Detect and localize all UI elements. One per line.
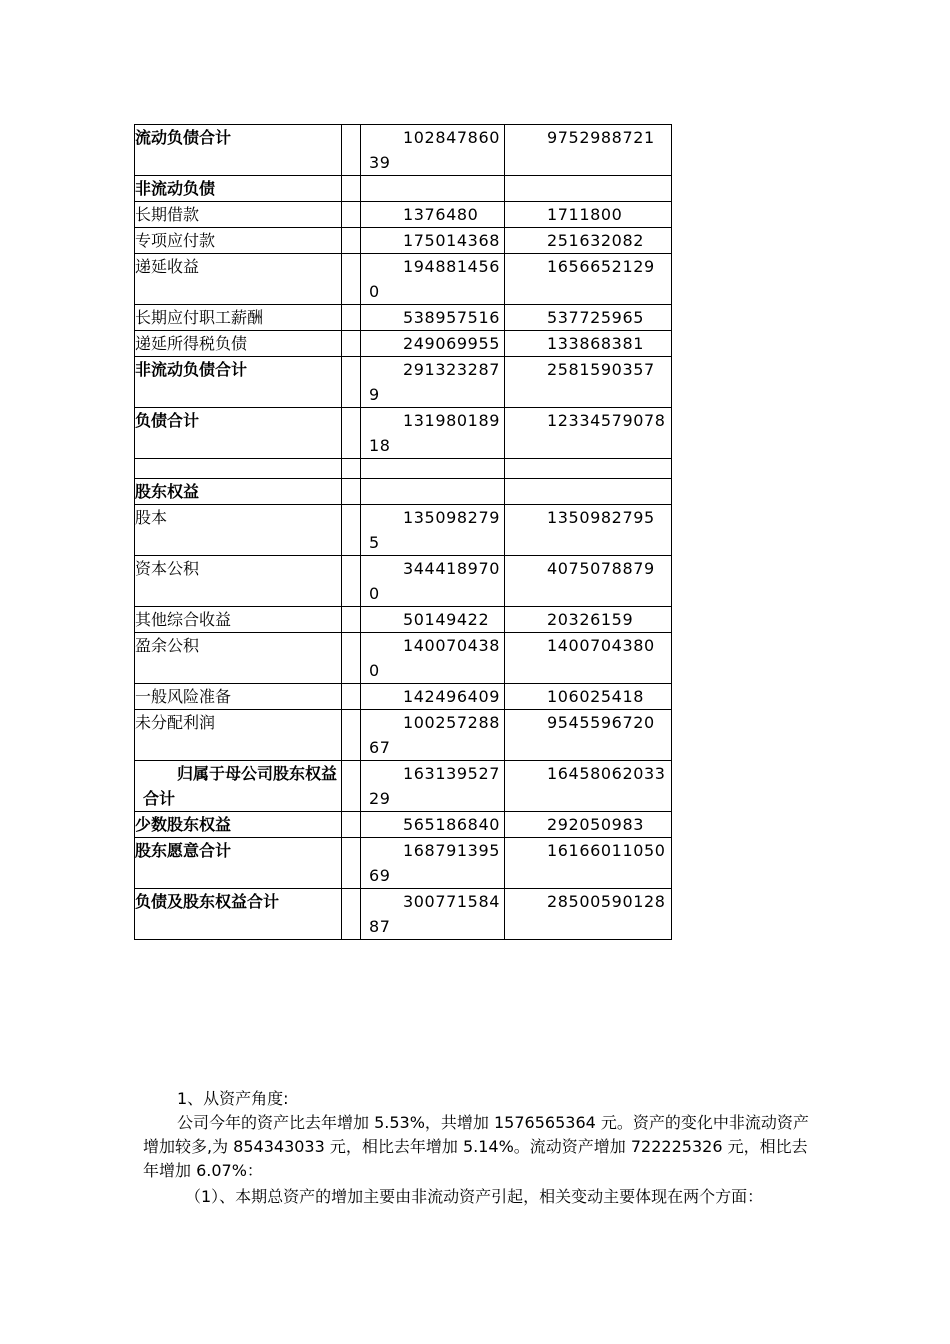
current-year-cell	[361, 202, 505, 228]
current-year-value: 538957516	[403, 308, 501, 327]
prior-year-value: 9545596720	[547, 713, 655, 732]
spacer-cell	[342, 254, 361, 305]
current-year-value: 1376480	[403, 205, 479, 224]
current-year-value: 1400704380	[369, 636, 501, 680]
row-label: 少数股东权益	[135, 812, 342, 838]
prior-year-cell	[505, 838, 672, 889]
current-year-value: 142496409	[403, 687, 501, 706]
prior-year-cell	[505, 459, 672, 479]
current-year-cell	[361, 684, 505, 710]
spacer-cell	[342, 202, 361, 228]
spacer-cell	[342, 228, 361, 254]
table-row	[135, 305, 672, 331]
prior-year-value: 16166011050	[547, 841, 666, 860]
heading-text: 1、从资产角度:	[177, 1089, 289, 1108]
table-row	[135, 761, 672, 812]
prior-year-value: 1350982795	[547, 508, 655, 527]
prior-year-cell	[505, 607, 672, 633]
prior-year-value: 16458062033	[547, 764, 666, 783]
prior-year-cell	[505, 228, 672, 254]
table-row	[135, 684, 672, 710]
row-label: 专项应付款	[135, 228, 342, 254]
prior-year-value: 292050983	[547, 815, 645, 834]
row-label: 递延所得税负债	[135, 331, 342, 357]
table-row	[135, 408, 672, 459]
current-year-cell	[361, 633, 505, 684]
prior-year-cell	[505, 408, 672, 459]
row-label: 归属于母公司股东权益合计	[135, 761, 342, 812]
spacer-cell	[342, 556, 361, 607]
current-year-value: 249069955	[403, 334, 501, 353]
prior-year-cell	[505, 889, 672, 940]
table-row	[135, 505, 672, 556]
current-year-cell	[361, 228, 505, 254]
spacer-cell	[342, 176, 361, 202]
spacer-cell	[342, 331, 361, 357]
row-label: 递延收益	[135, 254, 342, 305]
prior-year-cell	[505, 254, 672, 305]
spacer-cell	[342, 684, 361, 710]
prior-year-value: 1400704380	[547, 636, 655, 655]
spacer-cell	[342, 761, 361, 812]
current-year-cell	[361, 505, 505, 556]
table-row	[135, 125, 672, 176]
current-year-cell	[361, 125, 505, 176]
spacer-cell	[342, 479, 361, 505]
row-label: 其他综合收益	[135, 607, 342, 633]
prior-year-cell	[505, 710, 672, 761]
current-year-cell	[361, 556, 505, 607]
current-year-cell	[361, 305, 505, 331]
row-label: 未分配利润	[135, 710, 342, 761]
row-label: 非流动负债合计	[135, 357, 342, 408]
current-year-cell	[361, 479, 505, 505]
prior-year-value: 537725965	[547, 308, 645, 327]
prior-year-value: 106025418	[547, 687, 645, 706]
current-year-value: 13198018918	[369, 411, 501, 455]
current-year-value: 2913232879	[369, 360, 501, 404]
row-label: 股东权益	[135, 479, 342, 505]
row-label: 负债及股东权益合计	[135, 889, 342, 940]
table-row	[135, 556, 672, 607]
prior-year-cell	[505, 331, 672, 357]
table-row	[135, 710, 672, 761]
spacer-cell	[342, 889, 361, 940]
current-year-cell	[361, 838, 505, 889]
current-year-value: 175014368	[403, 231, 501, 250]
current-year-value: 30077158487	[369, 892, 501, 936]
row-label: 盈余公积	[135, 633, 342, 684]
row-label: 负债合计	[135, 408, 342, 459]
current-year-value: 50149422	[403, 610, 490, 629]
table-row	[135, 812, 672, 838]
row-label	[135, 459, 342, 479]
spacer-cell	[342, 710, 361, 761]
spacer-cell	[342, 305, 361, 331]
current-year-value: 1948814560	[369, 257, 501, 301]
spacer-cell	[342, 125, 361, 176]
row-label: 股东愿意合计	[135, 838, 342, 889]
prior-year-value: 1656652129	[547, 257, 655, 276]
prior-year-cell	[505, 633, 672, 684]
prior-year-value: 1711800	[547, 205, 623, 224]
table-row	[135, 607, 672, 633]
current-year-value: 1350982795	[369, 508, 501, 552]
current-year-cell	[361, 357, 505, 408]
prior-year-cell	[505, 812, 672, 838]
current-year-value: 3444189700	[369, 559, 501, 603]
prior-year-cell	[505, 761, 672, 812]
current-year-value: 10025728867	[369, 713, 501, 757]
row-label: 非流动负债	[135, 176, 342, 202]
table-row	[135, 176, 672, 202]
current-year-cell	[361, 176, 505, 202]
table-row	[135, 228, 672, 254]
prior-year-cell	[505, 556, 672, 607]
prior-year-value: 251632082	[547, 231, 645, 250]
spacer-cell	[342, 505, 361, 556]
table-row	[135, 331, 672, 357]
spacer-cell	[342, 459, 361, 479]
prior-year-cell	[505, 357, 672, 408]
table-row	[135, 889, 672, 940]
current-year-cell	[361, 408, 505, 459]
spacer-cell	[342, 633, 361, 684]
current-year-cell	[361, 761, 505, 812]
table-row	[135, 202, 672, 228]
spacer-cell	[342, 812, 361, 838]
row-label: 长期应付职工薪酬	[135, 305, 342, 331]
table-row	[135, 479, 672, 505]
table-row	[135, 838, 672, 889]
paragraph-1: 公司今年的资产比去年增加 5.53%，共增加 1576565364 元。资产的变化中非流动资产增加较多,为 854343033 元，相比去年增加 5.14%。流动资产增加 722225326 元，相比去年增加 6.07%：	[143, 1113, 809, 1180]
prior-year-cell	[505, 505, 672, 556]
spacer-cell	[342, 607, 361, 633]
section-heading	[143, 1087, 813, 1111]
prior-year-cell	[505, 305, 672, 331]
prior-year-value: 4075078879	[547, 559, 655, 578]
row-label: 长期借款	[135, 202, 342, 228]
spacer-cell	[342, 838, 361, 889]
prior-year-cell	[505, 684, 672, 710]
prior-year-value: 9752988721	[547, 128, 655, 147]
prior-year-value: 133868381	[547, 334, 645, 353]
paragraph-2: （1）、本期总资产的增加主要由非流动资产引起，相关变动主要体现在两个方面：	[185, 1187, 764, 1206]
current-year-cell	[361, 710, 505, 761]
current-year-value: 565186840	[403, 815, 501, 834]
current-year-cell	[361, 254, 505, 305]
prior-year-value: 28500590128	[547, 892, 666, 911]
current-year-cell	[361, 459, 505, 479]
prior-year-value: 2581590357	[547, 360, 655, 379]
prior-year-cell	[505, 202, 672, 228]
current-year-cell	[361, 889, 505, 940]
prior-year-value: 12334579078	[547, 411, 666, 430]
current-year-value: 10284786039	[369, 128, 501, 172]
current-year-value: 16879139569	[369, 841, 501, 885]
table-row	[135, 633, 672, 684]
row-label: 流动负债合计	[135, 125, 342, 176]
current-year-cell	[361, 607, 505, 633]
current-year-cell	[361, 331, 505, 357]
current-year-value: 16313952729	[369, 764, 501, 808]
row-label: 资本公积	[135, 556, 342, 607]
prior-year-cell	[505, 125, 672, 176]
current-year-cell	[361, 812, 505, 838]
row-label: 一般风险准备	[135, 684, 342, 710]
spacer-cell	[342, 408, 361, 459]
table-row	[135, 357, 672, 408]
row-label: 股本	[135, 505, 342, 556]
prior-year-value: 20326159	[547, 610, 634, 629]
balance-sheet-table	[134, 124, 672, 940]
table-row	[135, 459, 672, 479]
prior-year-cell	[505, 479, 672, 505]
spacer-cell	[342, 357, 361, 408]
table-row	[135, 254, 672, 305]
prior-year-cell	[505, 176, 672, 202]
